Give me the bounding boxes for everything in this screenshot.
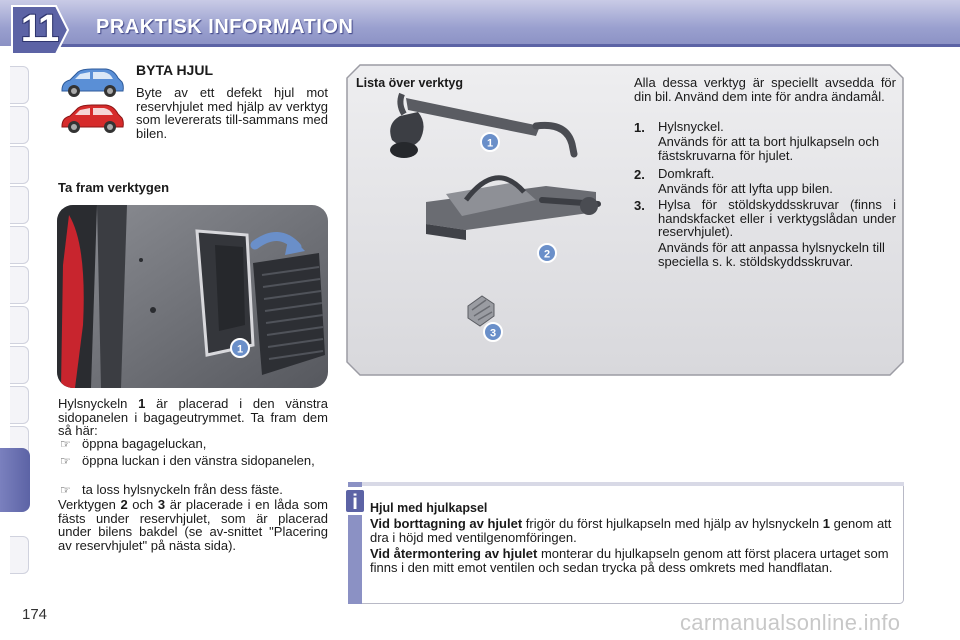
item-description: Används för att lyfta upp bilen. — [658, 181, 833, 196]
tools-list — [634, 120, 898, 280]
tool-callout-1: 1 — [486, 137, 494, 150]
chapter-tab[interactable] — [10, 146, 29, 184]
item-number: 2. — [634, 167, 645, 182]
hand-bullet-icon: ☞ — [60, 437, 71, 451]
item-number: 3. — [634, 198, 645, 213]
item-description: Används för att anpassa hylsnyckeln till speciella s. k. stöldskyddsskruvar. — [658, 240, 885, 269]
item-name: Hylsnyckel. — [658, 119, 724, 134]
verktyg-text: Verktygen — [58, 497, 121, 512]
item-name: Hylsa för stöldskyddsskruvar (finns i handskfacket eller i verktygslådan under reservhjulet). — [658, 197, 896, 239]
intro-ref: 1 — [138, 396, 146, 411]
chapter-tab[interactable] — [10, 226, 29, 264]
watermark: carmanualsonline.info — [680, 610, 901, 635]
info-removal-label: Vid borttagning av hjulet — [370, 516, 523, 531]
chapter-tab[interactable] — [10, 186, 29, 224]
intro-text: Hylsnyckeln — [58, 396, 139, 411]
steps-list — [58, 437, 328, 497]
verktyg-text-mid: och — [127, 497, 158, 512]
verktyg-text-rest: är placerade i en låda som fästs under reservhjulet, som är placerad under bilens bakdel (se av-snittet "Placering av reservhjulet" på nästa sida). — [58, 497, 329, 553]
chapter-tab[interactable] — [10, 66, 29, 104]
page-number: 174 — [22, 606, 48, 623]
chapter-tab[interactable] — [10, 346, 29, 384]
info-removal-body-rest: genom att dra i höjd med ventilgenomföringen. — [370, 516, 892, 545]
chapter-tab[interactable] — [10, 266, 29, 304]
car-red-icon — [58, 102, 126, 136]
byta-hjul-text: Byte av ett defekt hjul mot reservhjulet med hjälp av verktyg som levererats till-sammans med bilen. — [136, 85, 328, 141]
chapter-tab[interactable] — [10, 386, 29, 424]
verktyg-ref-2: 2 — [120, 497, 128, 512]
info-refit-body: monterar du hjulkapseln genom att först placera urtaget som finns i den mitt emot ventilen och sedan trycka på dess omkrets med handflatan. — [370, 546, 889, 575]
hand-bullet-icon: ☞ — [60, 454, 71, 468]
intro-text-rest: är placerad i den vänstra sidopanelen i bagageutrymmet. Ta fram dem så här: — [58, 396, 328, 438]
verktyg-ref-3: 3 — [157, 497, 166, 512]
item-name: Domkraft. — [658, 166, 715, 181]
info-removal-text — [370, 517, 897, 544]
tool-callout-2: 2 — [543, 248, 551, 261]
info-refit-label: Vid återmontering av hjulet — [370, 546, 538, 561]
trunk-side-panel-photo — [57, 205, 328, 388]
info-removal-body: frigör du först hjulkapseln med hjälp av hylsnyckeln — [522, 516, 823, 531]
item-number: 1. — [634, 120, 645, 135]
header-underline — [60, 44, 960, 47]
section-title-ta-fram: Ta fram verktygen — [58, 180, 170, 195]
hylsnyckel-intro — [58, 397, 328, 438]
info-icon — [343, 487, 367, 515]
verktyg-location-text — [58, 498, 328, 552]
page-title: PRAKTISK INFORMATION — [96, 16, 354, 38]
hand-bullet-icon: ☞ — [60, 483, 71, 497]
info-icon-glyph: i — [352, 491, 358, 514]
page-header — [0, 0, 960, 52]
info-refit-text — [370, 547, 897, 574]
item-description: Används för att ta bort hjulkapseln och fästskruvarna för hjulet. — [658, 134, 880, 163]
info-title: Hjul med hjulkapsel — [370, 501, 488, 515]
list-item: öppna bagageluckan, — [82, 436, 207, 451]
tool-callout-3: 3 — [489, 327, 497, 340]
chapter-tab-active[interactable] — [0, 448, 30, 512]
tools-intro: Alla dessa verktyg är speciellt avsedda för din bil. Använd dem inte för andra ändamål. — [634, 75, 896, 104]
chapter-tab[interactable] — [10, 306, 29, 344]
list-item: ta loss hylsnyckeln från dess fäste. — [82, 482, 283, 497]
chapter-tab[interactable] — [10, 106, 29, 144]
info-removal-ref: 1 — [822, 516, 830, 531]
section-title-byta-hjul: BYTA HJUL — [136, 62, 213, 78]
chapter-tab[interactable] — [10, 536, 29, 574]
car-blue-icon — [58, 66, 126, 100]
chapter-number: 11 — [20, 8, 58, 50]
list-item: öppna luckan i den vänstra sidopanelen, — [82, 453, 315, 468]
tools-list-title: Lista över verktyg — [356, 76, 463, 90]
photo-callout-1: 1 — [236, 343, 244, 356]
